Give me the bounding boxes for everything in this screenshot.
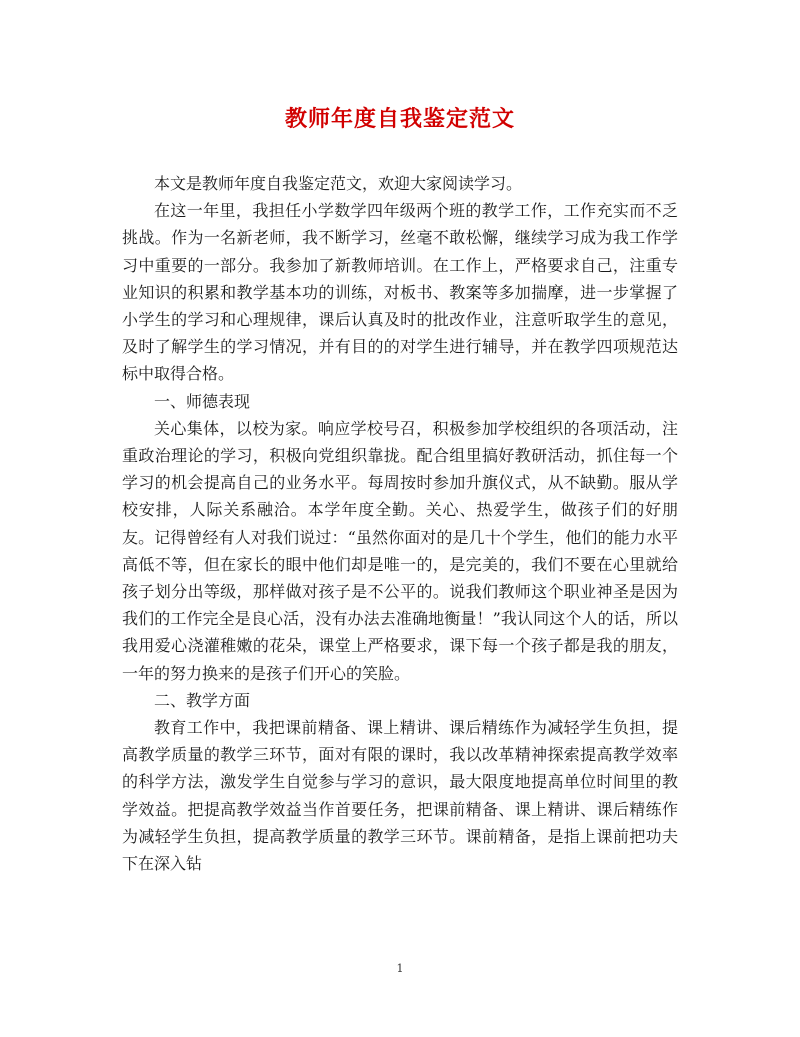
section-heading-teaching: 二、教学方面 (154, 690, 251, 710)
summary-paragraph: 在这一年里，我担任小学数学四年级两个班的教学工作，工作充实而不乏挑战。作为一名新老师，我不断学习，丝毫不敢松懈，继续学习成为我工作学习中重要的一部分。我参加了新教师培训。在工作上，严格要求自己，注重专业知识的积累和教学基本功的训练，对板书、教案等多加揣摩，进一步掌握了小学生的学习和心理规律，课后认真及时的批改作业，注意听取学生的意见，及时了解学生的学习情况，并有目的的对学生进行辅导，并在教学四项规范达标中取得合格。 (122, 201, 678, 384)
document-body (122, 170, 678, 877)
intro-paragraph: 本文是教师年度自我鉴定范文，欢迎大家阅读学习。 (154, 174, 523, 193)
page-number: 1 (396, 962, 404, 975)
document-title: 教师年度自我鉴定范文 (284, 106, 515, 132)
ethics-paragraph: 关心集体，以校为家。响应学校号召，积极参加学校组织的各项活动，注重政治理论的学习，积极向党组织靠拢。配合组里搞好教研活动，抓住每一个学习的机会提高自己的业务水平。每周按时参加升旗仪式，从不缺勤。服从学校安排，人际关系融洽。本学年度全勤。关心、热爱学生，做孩子们的好朋友。记得曾经有人对我们说过：“虽然你面对的是几十个学生，他们的能力水平高低不等，但在家长的眼中他们却是唯一的，是完美的，我们不要在心里就给孩子划分出等级，那样做对孩子是不公平的。说我们教师这个职业神圣是因为我们的工作完全是良心活，没有办法去准确地衡量！”我认同这个人的话，所以我用爱心浇灌稚嫩的花朵，课堂上严格要求，课下每一个孩子都是我的朋友，一年的努力换来的是孩子们开心的笑脸。 (122, 418, 678, 683)
teaching-paragraph: 教育工作中，我把课前精备、课上精讲、课后精练作为减轻学生负担，提高教学质量的教学三环节，面对有限的课时，我以改革精神探索提高教学效率的科学方法，激发学生自觉参与学习的意识，最大限度地提高单位时间里的教学效益。把提高教学效益当作首要任务，把课前精备、课上精讲、课后精练作为减轻学生负担，提高教学质量的教学三环节。课前精备，是指上课前把功夫下在深入钻 (122, 718, 678, 874)
section-heading-ethics: 一、师德表现 (154, 391, 251, 411)
